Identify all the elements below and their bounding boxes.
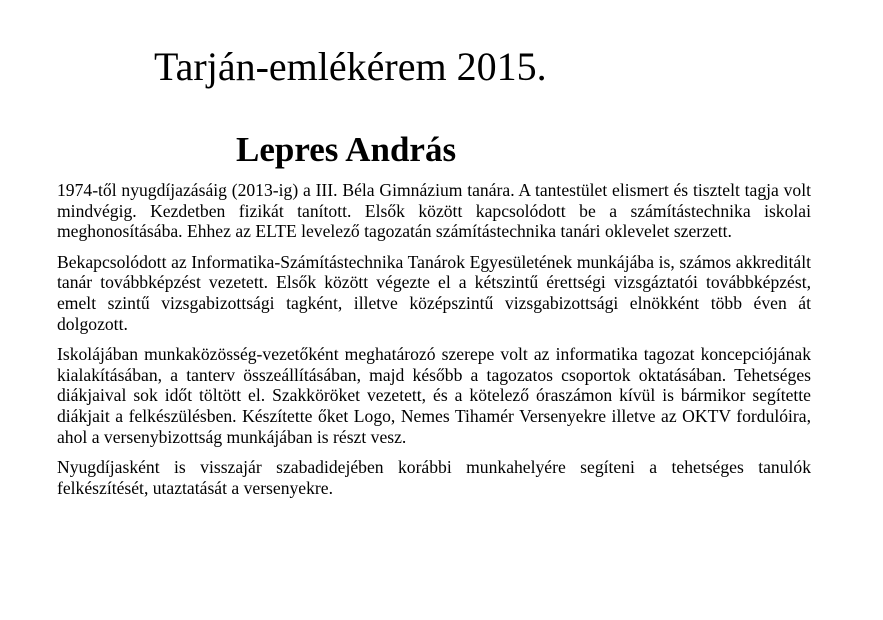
body-text bbox=[57, 180, 811, 508]
person-name: Lepres András bbox=[236, 130, 457, 169]
paragraph: Iskolájában munkaközösség-vezetőként meghatározó szerepe volt az informatika tagozat koncepciójának kialakításában, a tanterv összeállításában, majd később a tagozatos csoportok oktatásában. Tehetséges diákjaival sok időt töltött el. Szakköröket vezetett, és a kötelező óraszámon kívül is bármikor segítette diákjait a felkészülésben. Készítette őket Logo, Nemes Tihamér Versenyekre illetve az OKTV fordulóira, ahol a versenybizottság munkájában is részt vesz. bbox=[57, 344, 811, 447]
paragraph: Bekapcsolódott az Informatika-Számítástechnika Tanárok Egyesületének munkájába is, számos akkreditált tanár továbbképzést vezetett. Elsők között végezte el a kétszintű érettségi vizsgáztatói továbbképzést, emelt szintű vizsgabizottsági tagként, illetve középszintű vizsgabizottsági elnökként több éven át dolgozott. bbox=[57, 251, 811, 334]
document-title: Tarján-emlékérem 2015. bbox=[154, 44, 547, 89]
paragraph: Nyugdíjasként is visszajár szabadidejében korábbi munkahelyére segíteni a tehetséges tanulók felkészítését, utaztatását a versenyekre. bbox=[57, 457, 811, 498]
paragraph: 1974-től nyugdíjazásáig (2013-ig) a III. Béla Gimnázium tanára. A tantestület elismert és tisztelt tagja volt mindvégig. Kezdetben fizikát tanított. Elsők között kapcsolódott be a számítástechnika iskolai meghonosításába. Ehhez az ELTE levelező tagozatán számítástechnika tanári oklevelet szerzett. bbox=[57, 180, 811, 242]
